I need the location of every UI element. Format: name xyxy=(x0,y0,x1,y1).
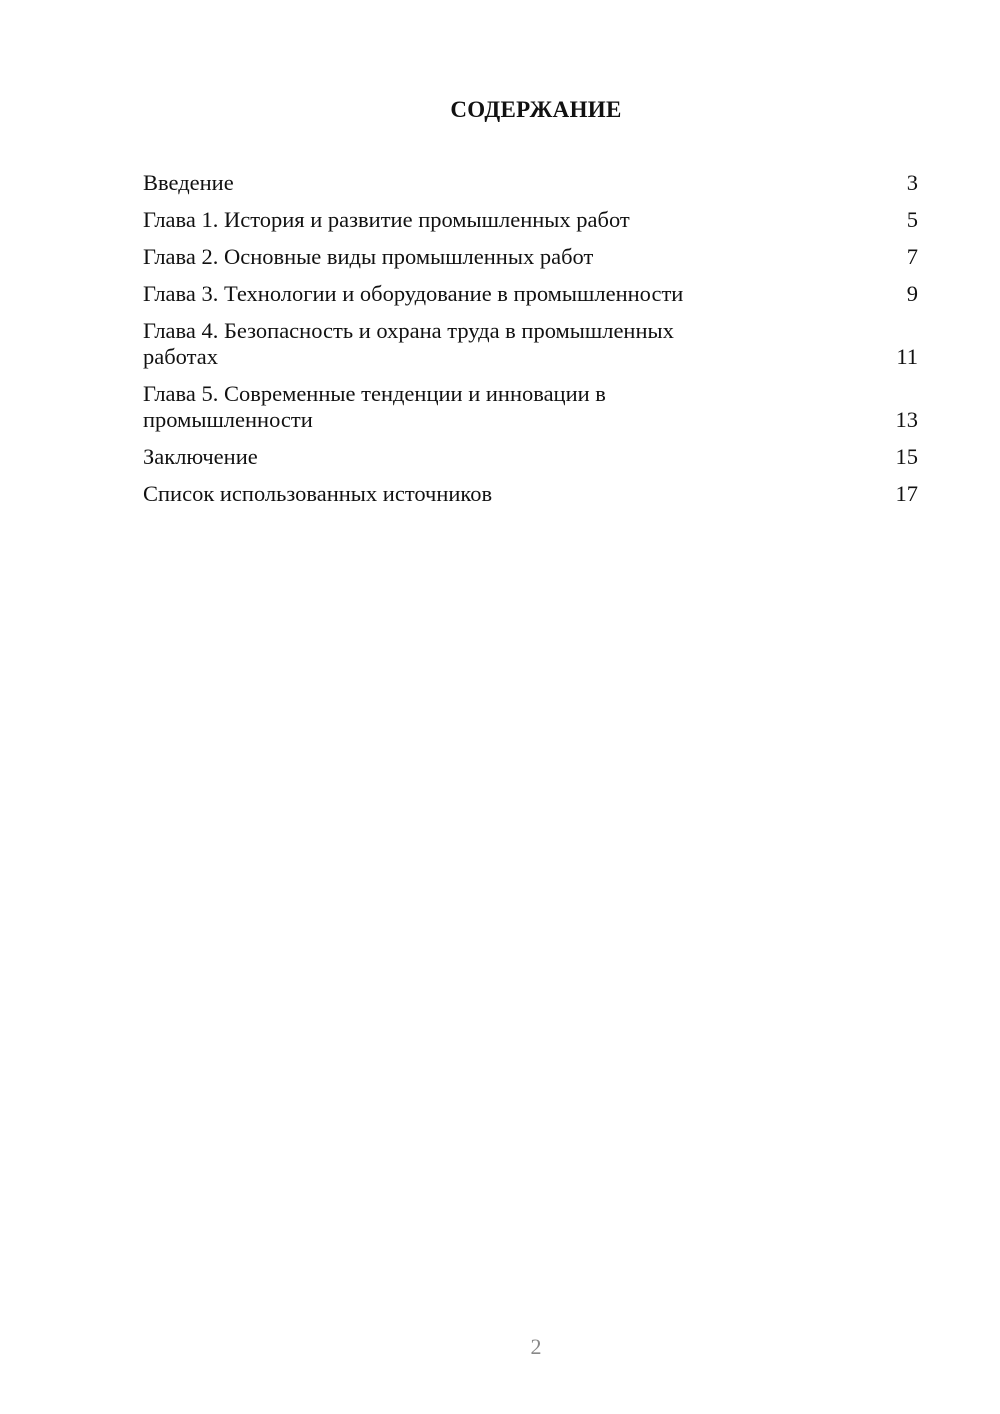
toc-entry-label: Введение xyxy=(143,170,234,195)
toc-entry-label: Заключение xyxy=(143,444,258,469)
toc-entry-page: 11 xyxy=(896,344,918,369)
toc-entry[interactable] xyxy=(143,281,918,307)
toc-entry-label: Глава 2. Основные виды промышленных работ xyxy=(143,244,594,269)
toc-entry-page: 7 xyxy=(906,244,918,269)
toc-entry-page: 13 xyxy=(895,407,918,432)
toc-entry[interactable] xyxy=(143,381,918,433)
toc-entry-page: 5 xyxy=(906,207,918,232)
toc-entry[interactable] xyxy=(143,444,918,470)
toc-entry-label: Глава 3. Технологии и оборудование в промышленности xyxy=(143,281,684,306)
toc-entry[interactable] xyxy=(143,207,918,233)
toc-entry-page: 15 xyxy=(895,444,918,469)
toc-entry[interactable] xyxy=(143,244,918,270)
toc-entry[interactable] xyxy=(143,170,918,196)
toc-entry-label: Глава 4. Безопасность и охрана труда в промышленных работах xyxy=(143,318,674,369)
toc-entry[interactable] xyxy=(143,318,918,370)
toc-entry-label: Глава 5. Современные тенденции и инновации в промышленности xyxy=(143,381,606,432)
toc-entry-page: 9 xyxy=(906,281,918,306)
toc-entry[interactable] xyxy=(143,481,918,507)
toc-entry-label: Глава 1. История и развитие промышленных работ xyxy=(143,207,630,232)
toc-entry-page: 3 xyxy=(906,170,918,195)
toc-entry-label: Список использованных источников xyxy=(143,481,493,506)
page-title: СОДЕРЖАНИЕ xyxy=(450,97,622,122)
page-number: 2 xyxy=(530,1334,542,1359)
toc-entry-page: 17 xyxy=(895,481,918,506)
table-of-contents xyxy=(143,170,918,518)
